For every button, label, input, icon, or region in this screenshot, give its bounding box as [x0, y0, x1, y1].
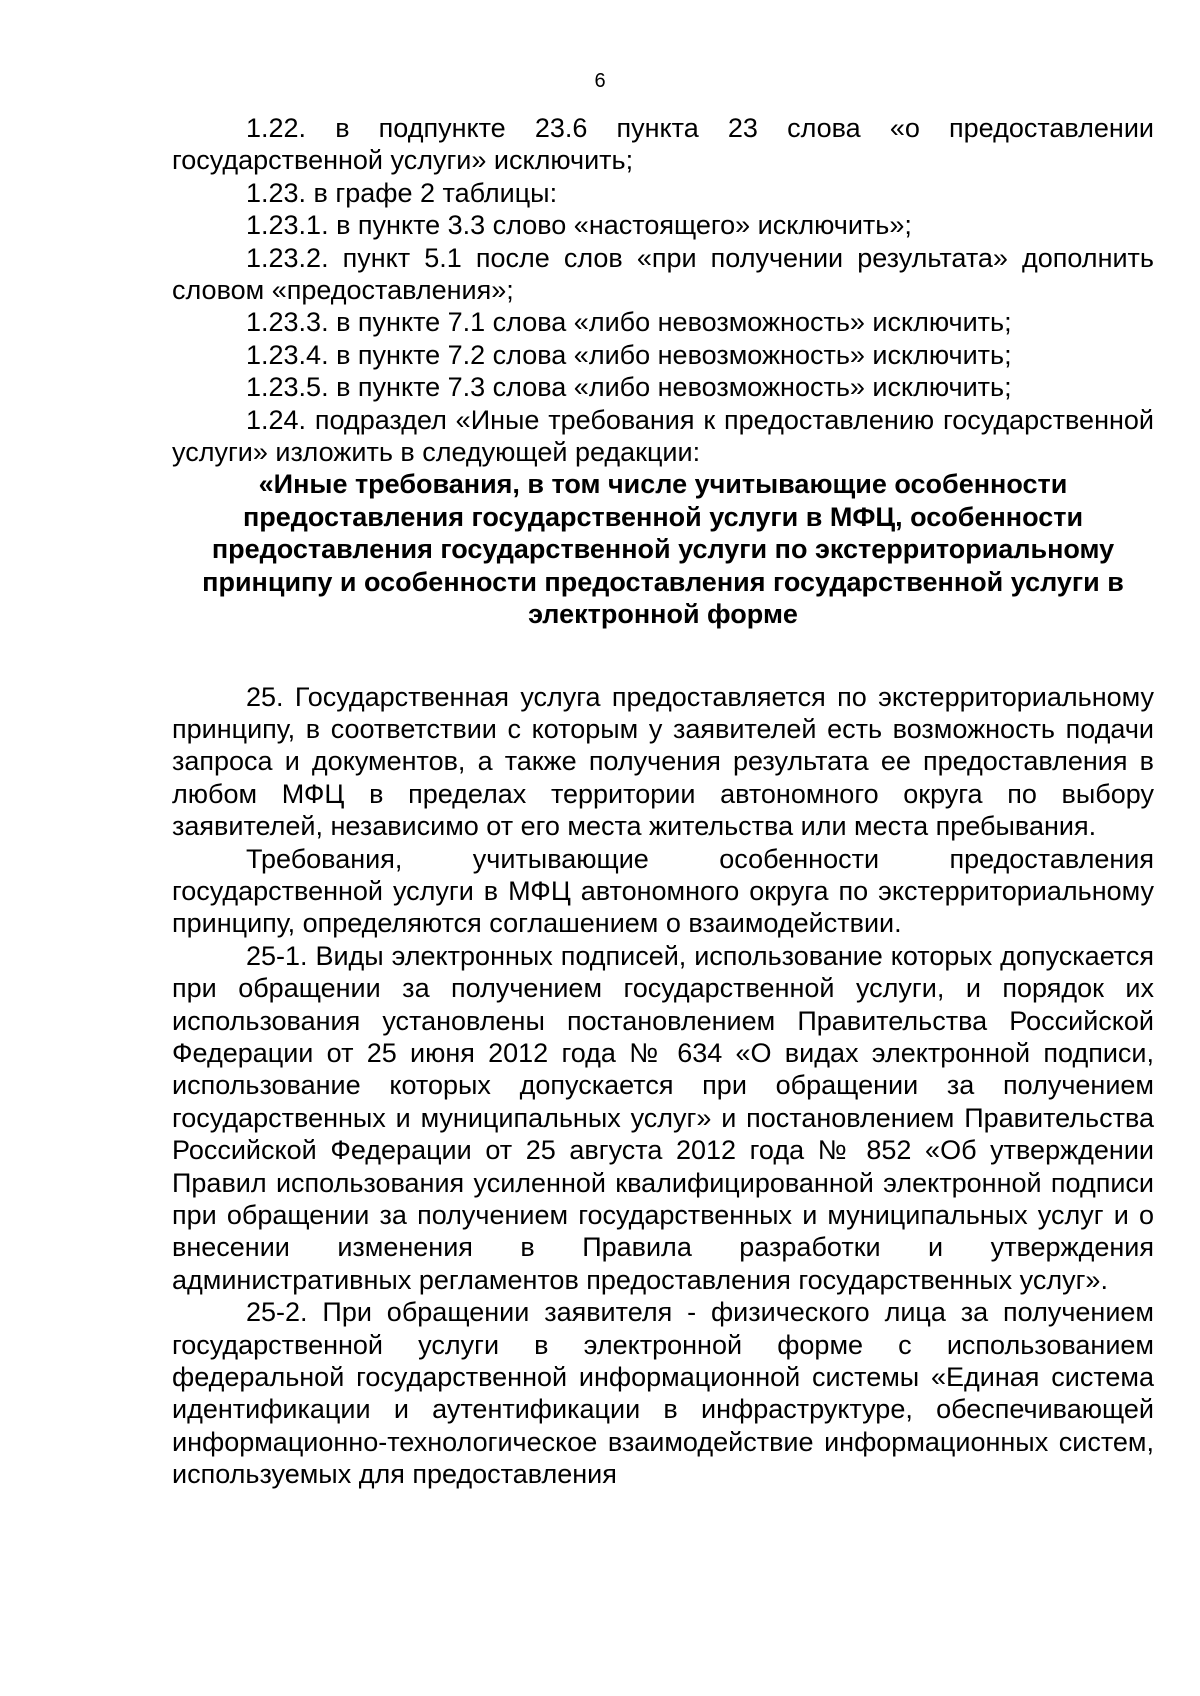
paragraph-1-23-1: 1.23.1. в пункте 3.3 слово «настоящего» исключить»; — [246, 210, 912, 241]
paragraph-1-23: 1.23. в графе 2 таблицы: — [246, 177, 558, 208]
paragraph-1-24: 1.24. подраздел «Иные требования к предоставлению государственной услуги» изложить в следующей редакции: — [172, 404, 1154, 468]
document-body — [172, 112, 1154, 1491]
paragraph-25-requirements: Требования, учитывающие особенности предоставления государственной услуги в МФЦ автономного округа по экстерриториальному принципу, определяются соглашением о взаимодействии. — [172, 843, 1154, 939]
paragraph-1-23-4: 1.23.4. в пункте 7.2 слова «либо невозможность» исключить; — [246, 339, 1012, 370]
page-number: 6 — [594, 70, 606, 92]
paragraph-1-23-5: 1.23.5. в пункте 7.3 слова «либо невозможность» исключить; — [246, 372, 1012, 403]
paragraph-25: 25. Государственная услуга предоставляется по экстерриториальному принципу, в соответствии с которым у заявителей есть возможность подачи запроса и документов, а также получения результата ее предоставления в любом МФЦ в пределах территории автономного округа по выбору заявителей, независимо от его места жительства или места пребывания. — [172, 681, 1154, 842]
section-heading: «Иные требования, в том числе учитывающие особенности предоставления государственной услуги в МФЦ, особенности предоставления государственной услуги по экстерриториальному принципу и особенности предоставления государственной услуги в электронной форме — [202, 469, 1124, 630]
paragraph-25-1: 25-1. Виды электронных подписей, использование которых допускается при обращении за получением государственной услуги, и порядок их использования установлены постановлением Правительства Российской Федерации от 25 июня 2012 года № 634 «О видах электронной подписи, использование которых допускается при обращении за получением государственных и муниципальных услуг» и постановлением Правительства Российской Федерации от 25 августа 2012 года № 852 «Об утверждении Правил использования усиленной квалифицированной электронной подписи при обращении за получением государственных и муниципальных услуг и о внесении изменения в Правила разработки и утверждения административных регламентов предоставления государственных услуг». — [172, 940, 1154, 1295]
paragraph-1-23-2: 1.23.2. пункт 5.1 после слов «при получении результата» дополнить словом «предоставления»; — [172, 242, 1154, 306]
paragraph-1-23-3: 1.23.3. в пункте 7.1 слова «либо невозможность» исключить; — [246, 307, 1012, 338]
section-spacer — [172, 631, 1154, 681]
paragraph-25-2: 25-2. При обращении заявителя - физического лица за получением государственной услуги в электронной форме с использованием федеральной государственной информационной системы «Единая система идентификации и аутентификации в инфраструктуре, обеспечивающей информационно-технологическое взаимодействие информационных систем, используемых для предоставления — [172, 1297, 1154, 1490]
paragraph-1-22: 1.22. в подпункте 23.6 пункта 23 слова «о предоставлении государственной услуги» исключить; — [172, 113, 1154, 176]
